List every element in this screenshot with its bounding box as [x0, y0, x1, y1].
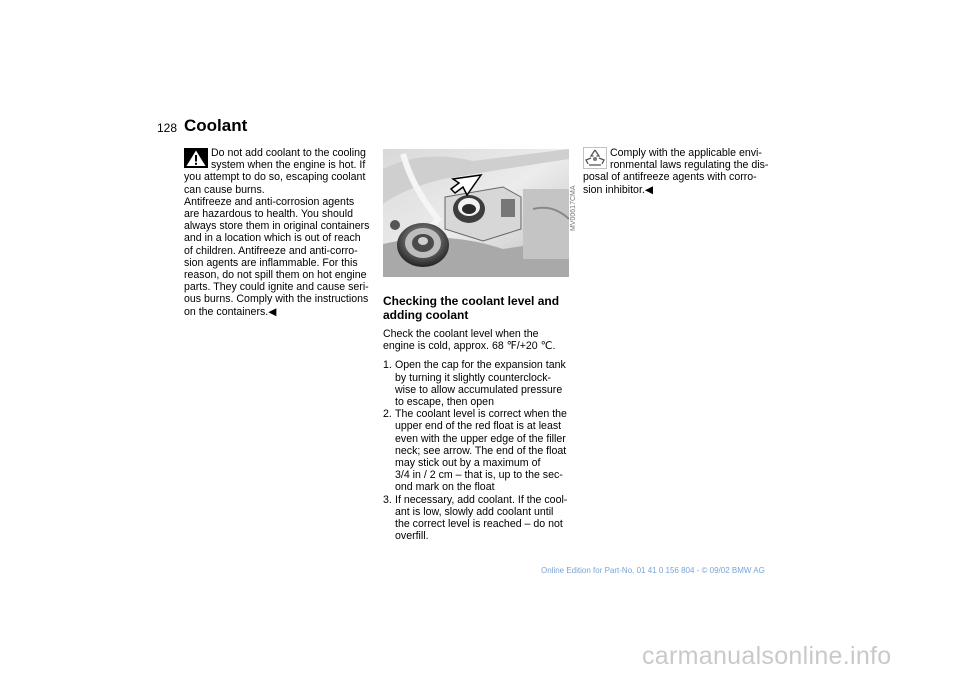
warning-line: can cause burns.	[184, 183, 265, 196]
warning-line: always store them in original containers	[184, 220, 370, 233]
warning-line: are hazardous to health. You should	[184, 208, 354, 221]
page-title: Coolant	[184, 116, 248, 135]
step-item	[383, 359, 579, 408]
coolant-check-section	[383, 295, 579, 542]
warning-line: and in a location which is out of reach	[184, 232, 361, 245]
warning-line: of children. Antifreeze and anti-corro-	[184, 244, 358, 257]
step-line: by turning it slightly counterclock-	[395, 371, 552, 384]
step-line: upper end of the red float is at least	[395, 420, 562, 433]
step-line: the correct level is reached – do not	[395, 518, 563, 531]
warning-line: ous burns. Comply with the instructions	[184, 293, 369, 306]
step-number: 3.	[383, 493, 392, 506]
step-line: If necessary, add coolant. If the cool-	[395, 493, 568, 506]
step-item	[383, 408, 579, 493]
step-number: 2.	[383, 408, 392, 421]
site-watermark: carmanualsonline.info	[642, 642, 892, 670]
step-line: to escape, then open	[395, 396, 494, 409]
step-line: neck; see arrow. The end of the float	[395, 444, 567, 457]
step-line: may stick out by a maximum of	[395, 457, 541, 470]
recycle-icon	[583, 147, 607, 169]
warning-line: Do not add coolant to the cooling	[211, 147, 366, 159]
step-number: 1.	[383, 359, 392, 372]
warning-note	[184, 147, 374, 318]
environment-line: posal of antifreeze agents with corro-	[583, 171, 757, 184]
intro-line: Check the coolant level when the	[383, 328, 539, 340]
warning-line: Antifreeze and anti-corrosion agents	[184, 195, 355, 208]
intro-line: engine is cold, approx. 68 ℉/+20 ℃.	[383, 340, 556, 353]
steps-list	[383, 359, 579, 542]
warning-line: parts. They could ignite and cause seri-	[184, 281, 369, 294]
engine-bay-illustration	[383, 149, 569, 277]
warning-line: system when the engine is hot. If	[211, 159, 366, 172]
step-line: ant is low, slowly add coolant until	[395, 505, 554, 518]
environment-note	[583, 147, 775, 196]
step-line: wise to allow accumulated pressure	[395, 383, 563, 396]
warning-line: reason, do not spill them on hot engine	[184, 269, 367, 282]
section-heading	[383, 295, 579, 322]
environment-line: ronmental laws regulating the dis-	[610, 159, 769, 172]
section-heading-line: Checking the coolant level and	[383, 294, 560, 308]
intro-paragraph	[383, 328, 579, 352]
warning-line: on the containers.◀	[184, 305, 277, 318]
step-line: even with the upper edge of the filler	[395, 432, 566, 445]
step-line: Open the cap for the expansion tank	[395, 359, 566, 372]
step-item	[383, 494, 579, 543]
page-number: 128	[157, 121, 178, 135]
step-line: overfill.	[395, 530, 429, 543]
environment-line: Comply with the applicable envi-	[610, 147, 762, 159]
section-heading-line: adding coolant	[383, 307, 469, 322]
warning-line: you attempt to do so, escaping coolant	[184, 171, 366, 184]
step-line: ond mark on the float	[395, 481, 495, 494]
warning-triangle-icon	[184, 148, 208, 168]
coolant-expansion-tank-photo	[383, 149, 569, 277]
step-line: 3/4 in / 2 cm – that is, up to the sec-	[395, 469, 563, 482]
environment-line: sion inhibitor.◀	[583, 183, 653, 196]
warning-line: sion agents are inflammable. For this	[184, 256, 358, 269]
edition-footer: Online Edition for Part-No. 01 41 0 156 804 - © 09/02 BMW AG	[541, 566, 765, 575]
step-line: The coolant level is correct when the	[395, 408, 567, 421]
figure-code: MV00617CMA	[570, 185, 577, 231]
